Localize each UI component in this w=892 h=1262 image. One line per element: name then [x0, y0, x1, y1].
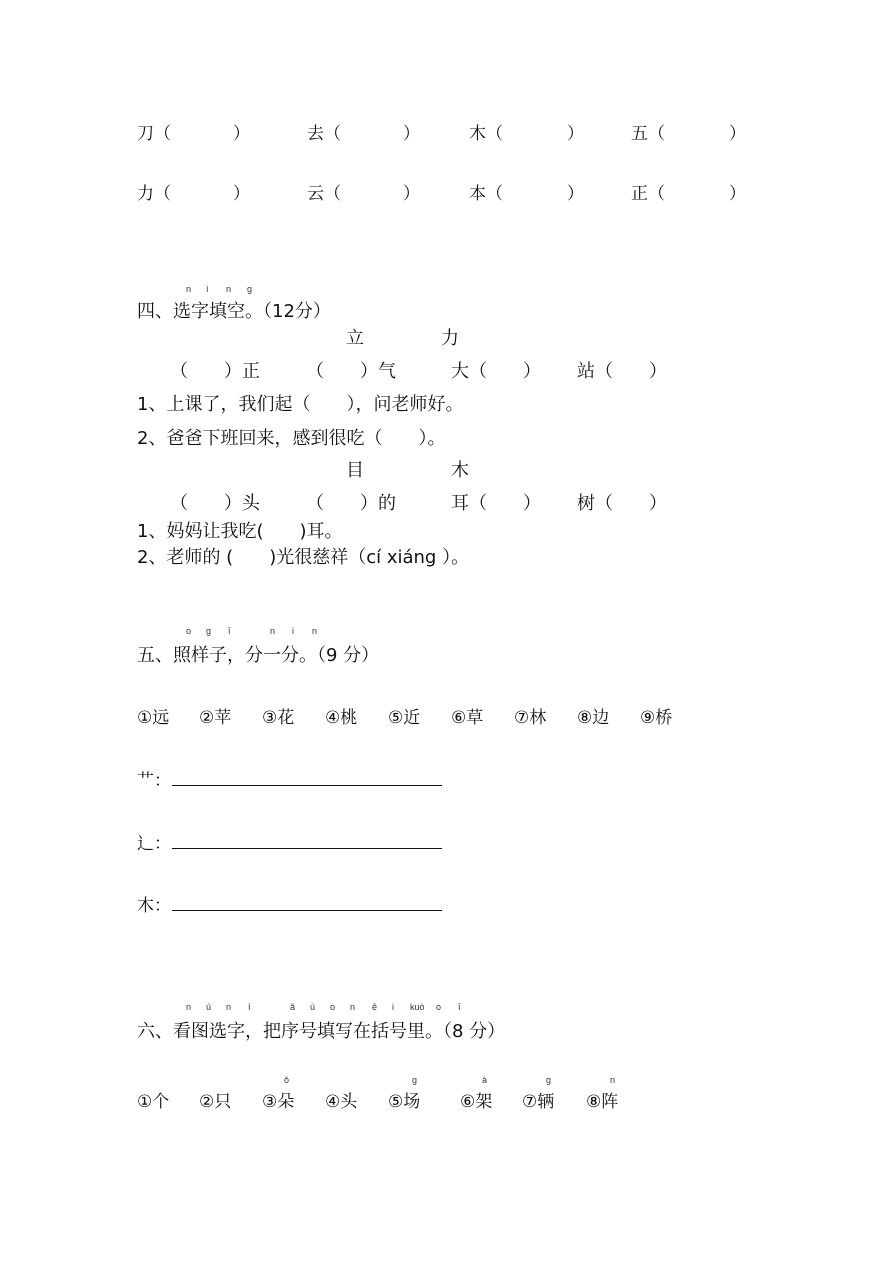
- pinyin: n: [610, 1075, 616, 1085]
- pinyin: g: [206, 626, 212, 636]
- fill-item: （ ）气: [306, 361, 396, 382]
- pinyin: kuò: [410, 1002, 425, 1012]
- sentence: 1、上课了，我们起（ ），问老师好。: [137, 394, 464, 415]
- fill-item: （ ）正: [170, 361, 260, 382]
- pinyin: ǒ: [284, 1075, 290, 1085]
- pinyin: n: [312, 626, 318, 636]
- option: ③花: [262, 708, 295, 728]
- sentence: 2、老师的 ( )光很慈祥（cí xiáng ）。: [137, 547, 470, 568]
- category-label: 辶：: [137, 834, 171, 854]
- pinyin: o: [186, 626, 192, 636]
- option: ④桃: [325, 708, 358, 728]
- category-label: 木：: [137, 896, 171, 916]
- option: ⑤场: [388, 1092, 421, 1112]
- paren-close: ）: [233, 184, 250, 204]
- answer-line[interactable]: [172, 910, 442, 911]
- paren-close: ）: [403, 184, 420, 204]
- answer-line[interactable]: [172, 785, 442, 786]
- pinyin: g: [412, 1075, 418, 1085]
- option: ⑧边: [577, 708, 610, 728]
- fill-item: 耳（ ）: [451, 493, 541, 514]
- pinyin: ī: [458, 1002, 461, 1012]
- pinyin: g: [247, 284, 253, 294]
- option: ⑤近: [388, 708, 421, 728]
- option: ②苹: [199, 708, 232, 728]
- char-dao: 刀（: [137, 124, 171, 144]
- choice-char: 目: [346, 460, 364, 481]
- char-qu: 去（: [307, 124, 341, 144]
- char-li: 力（: [137, 184, 171, 204]
- choice-char: 木: [451, 460, 469, 481]
- pinyin: n: [186, 1002, 192, 1012]
- section-title: 六、看图选字，把序号填写在括号里。（8 分）: [137, 1021, 506, 1042]
- char-ben: 本（: [469, 184, 503, 204]
- option: ⑨桥: [640, 708, 673, 728]
- pinyin: à: [482, 1075, 488, 1085]
- option: ③朵: [262, 1092, 295, 1112]
- pinyin: ǎ: [290, 1002, 296, 1012]
- pinyin: n: [226, 284, 232, 294]
- pinyin: ì: [206, 284, 209, 294]
- pinyin: o: [436, 1002, 442, 1012]
- char-zheng: 正（: [631, 184, 665, 204]
- char-mu: 木（: [469, 124, 503, 144]
- paren-close: ）: [729, 124, 746, 144]
- pinyin: ú: [206, 1002, 212, 1012]
- sentence: 1、妈妈让我吃( )耳。: [137, 521, 343, 542]
- sentence: 2、爸爸下班回来，感到很吃（ ）。: [137, 428, 446, 449]
- fill-item: 树（ ）: [577, 493, 667, 514]
- option: ⑧阵: [586, 1092, 619, 1112]
- pinyin: n: [226, 1002, 232, 1012]
- option: ①远: [137, 708, 170, 728]
- pinyin: ě: [372, 1002, 378, 1012]
- char-wu: 五（: [631, 124, 665, 144]
- option: ⑥草: [451, 708, 484, 728]
- pinyin: g: [546, 1075, 552, 1085]
- paren-close: ）: [233, 124, 250, 144]
- fill-item: 站（ ）: [577, 361, 667, 382]
- option: ⑦辆: [522, 1092, 555, 1112]
- fill-item: 大（ ）: [451, 361, 541, 382]
- section-title: 五、照样子，分一分。（9 分）: [137, 645, 380, 666]
- pinyin: n: [270, 626, 276, 636]
- paren-close: ）: [403, 124, 420, 144]
- section-title: 四、选字填空。（12分）: [137, 301, 331, 322]
- pinyin: n: [350, 1002, 356, 1012]
- option: ⑦林: [514, 708, 547, 728]
- fill-item: （ ）头: [170, 493, 260, 514]
- option: ①个: [137, 1092, 170, 1112]
- char-yun: 云（: [307, 184, 341, 204]
- choice-char: 立: [346, 328, 364, 349]
- pinyin: ù: [310, 1002, 316, 1012]
- pinyin: o: [330, 1002, 336, 1012]
- fill-item: （ ）的: [306, 493, 396, 514]
- pinyin: i: [392, 1002, 394, 1012]
- pinyin: n: [186, 284, 192, 294]
- paren-close: ）: [729, 184, 746, 204]
- option: ⑥架: [460, 1092, 493, 1112]
- answer-line[interactable]: [172, 848, 442, 849]
- paren-close: ）: [567, 184, 584, 204]
- option: ④头: [325, 1092, 358, 1112]
- option: ②只: [199, 1092, 232, 1112]
- pinyin: ì: [248, 1002, 251, 1012]
- choice-char: 力: [441, 328, 459, 349]
- pinyin: i: [292, 626, 294, 636]
- category-label: 艹：: [137, 771, 171, 791]
- pinyin: ī: [228, 626, 231, 636]
- paren-close: ）: [567, 124, 584, 144]
